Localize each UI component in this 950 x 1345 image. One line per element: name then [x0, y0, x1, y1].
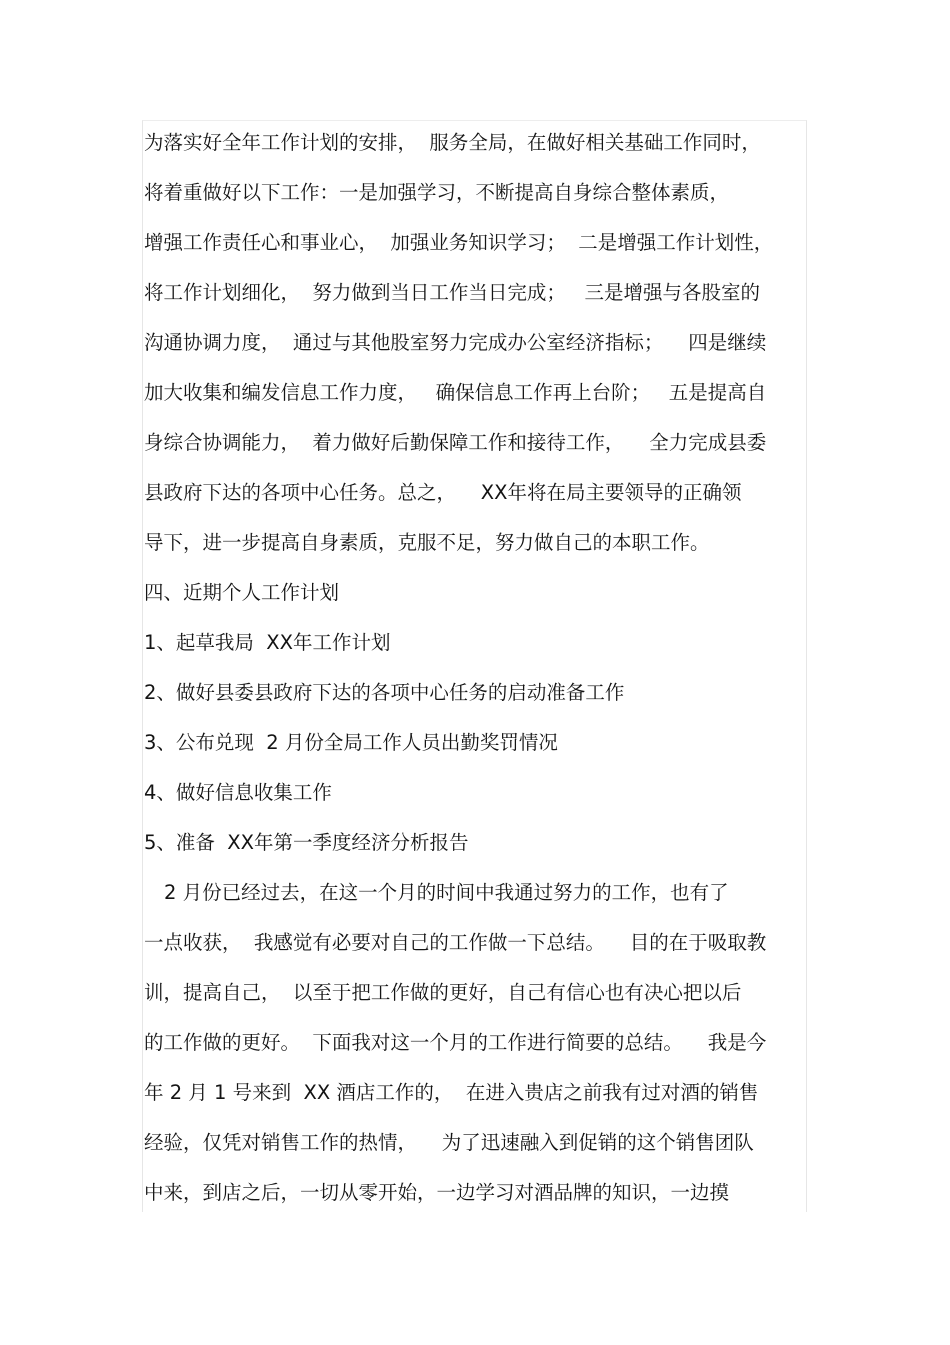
document-body — [144, 118, 809, 1218]
text-line: 一点收获， 我感觉有必要对自己的工作做一下总结。 目的在于吸取教 — [144, 931, 767, 954]
list-item: 4、做好信息收集工作 — [144, 781, 332, 804]
list-item: 5、准备 XX年第一季度经济分析报告 — [144, 831, 469, 854]
text-line: 沟通协调力度， 通过与其他股室努力完成办公室经济指标； 四是继续 — [144, 331, 767, 354]
text-line: 将工作计划细化， 努力做到当日工作当日完成； 三是增强与各股室的 — [144, 281, 760, 304]
text-line: 为落实好全年工作计划的安排， 服务全局，在做好相关基础工作同时， — [144, 131, 761, 154]
text-line: 加大收集和编发信息工作力度， 确保信息工作再上台阶； 五是提高自 — [144, 381, 767, 404]
list-item: 2、做好县委县政府下达的各项中心任务的启动准备工作 — [144, 681, 625, 704]
text-line: 县政府下达的各项中心任务。总之， XX年将在局主要领导的正确领 — [144, 481, 742, 504]
text-line: 导下，进一步提高自身素质，克服不足，努力做自己的本职工作。 — [144, 531, 710, 554]
text-line: 训，提高自己， 以至于把工作做的更好，自己有信心也有决心把以后 — [144, 981, 742, 1004]
text-line: 经验，仅凭对销售工作的热情， 为了迅速融入到促销的这个销售团队 — [144, 1131, 754, 1154]
text-line: 2 月份已经过去，在这一个月的时间中我通过努力的工作，也有了 — [164, 881, 729, 904]
text-line: 年 2 月 1 号来到 XX 酒店工作的， 在进入贵店之前我有过对酒的销售 — [144, 1081, 759, 1104]
list-item: 3、公布兑现 2 月份全局工作人员出勤奖罚情况 — [144, 731, 558, 754]
text-line: 增强工作责任心和事业心， 加强业务知识学习； 二是增强工作计划性， — [144, 231, 774, 254]
list-item: 1、起草我局 XX年工作计划 — [144, 631, 391, 654]
section-heading: 四、近期个人工作计划 — [144, 581, 340, 604]
text-line: 中来，到店之后，一切从零开始，一边学习对酒品牌的知识，一边摸 — [144, 1181, 730, 1204]
paragraph-summary — [144, 868, 809, 1218]
text-line: 身综合协调能力， 着力做好后勤保障工作和接待工作， 全力完成县委 — [144, 431, 767, 454]
text-line: 将着重做好以下工作：一是加强学习，不断提高自身综合整体素质， — [144, 181, 730, 204]
paragraph-work-plan — [144, 118, 809, 568]
plan-list — [144, 618, 809, 868]
text-line: 的工作做的更好。 下面我对这一个月的工作进行简要的总结。 我是今 — [144, 1031, 767, 1054]
